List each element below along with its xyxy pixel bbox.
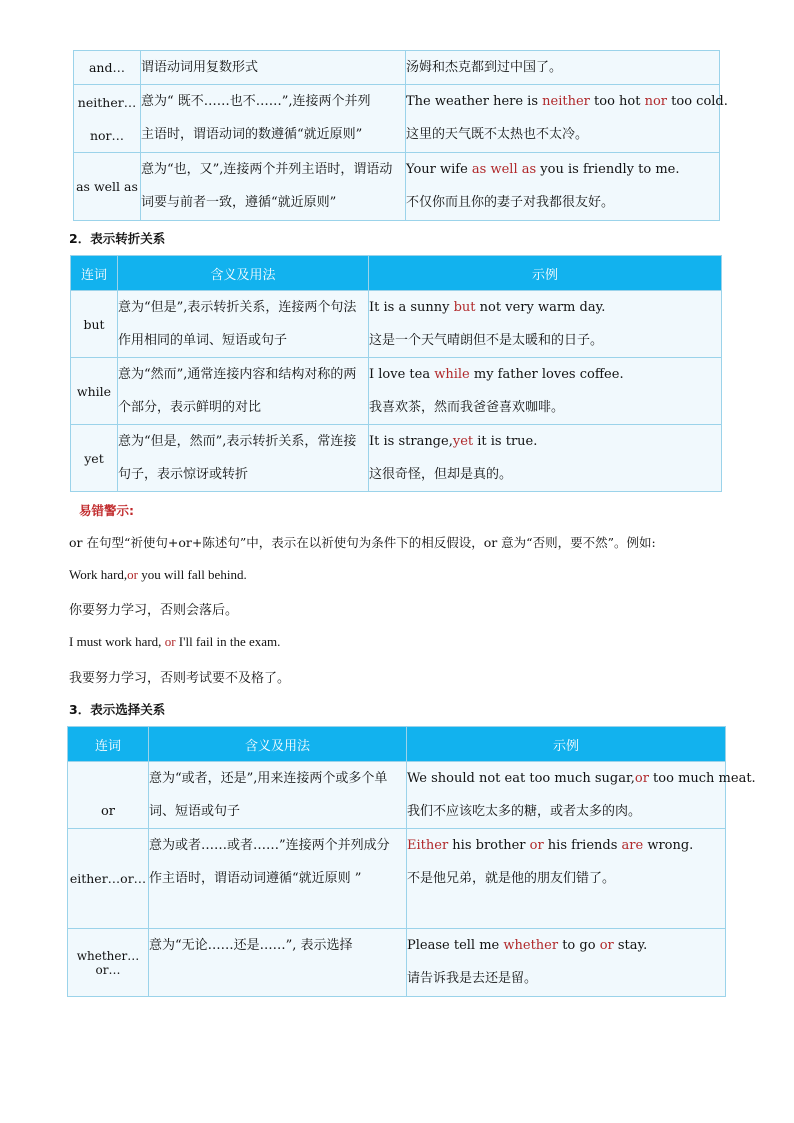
text-fragment: wrong. xyxy=(643,838,694,853)
usage-cell xyxy=(141,153,406,221)
warning-line xyxy=(69,667,290,686)
highlighted-word: yet xyxy=(452,434,474,449)
example-cell xyxy=(407,929,726,997)
conj-line: neither… xyxy=(77,94,137,110)
header-usage: 含义及用法 xyxy=(149,727,407,762)
highlighted-word: but xyxy=(453,300,476,315)
text-fragment: too cold. xyxy=(667,94,728,109)
conj-cell: yet xyxy=(71,425,118,492)
usage-cell xyxy=(118,358,369,425)
text-fragment: 这里的天气既不太热也不太冷。 xyxy=(406,127,589,142)
text-fragment: too much meat. xyxy=(648,771,756,786)
example-line xyxy=(369,458,721,491)
example-line xyxy=(369,425,721,458)
text-fragment: 请告诉我是去还是留。 xyxy=(407,971,538,986)
example-line xyxy=(407,829,725,862)
text-fragment: The weather here is xyxy=(406,94,543,109)
conjunction-table-contrast xyxy=(70,255,722,492)
text-fragment: his brother xyxy=(448,838,530,853)
example-cell xyxy=(406,153,720,221)
highlighted-word: or xyxy=(529,838,544,853)
conjunction-table-coordination xyxy=(73,50,728,221)
section-title-choice: 3．表示选择关系 xyxy=(69,702,166,717)
example-line xyxy=(407,929,725,962)
example-line xyxy=(369,324,721,357)
example-cell xyxy=(369,425,722,492)
text-fragment: 这很奇怪，但却是真的。 xyxy=(369,467,513,482)
text-fragment: his friends xyxy=(543,838,622,853)
conj-cell: whether…or… xyxy=(68,929,149,997)
usage-cell xyxy=(118,291,369,358)
example-line xyxy=(406,153,719,186)
header-example: 示例 xyxy=(407,727,726,762)
text-fragment: Please tell me xyxy=(407,938,504,953)
usage-cell xyxy=(118,425,369,492)
table-row xyxy=(71,425,722,492)
usage-cell xyxy=(149,762,407,829)
table-row xyxy=(68,762,726,829)
usage-line: 作主语时，谓语动词遵循“就近原则 ” xyxy=(149,871,362,886)
usage-line: 意为或者……或者……”连接两个并列成分 xyxy=(149,838,390,853)
text-fragment: or 在句型“祈使句+or+陈述句”中，表示在以祈使句为条件下的相反假设，or 意为“否则，要不然”。例如: xyxy=(69,535,656,550)
highlighted-word: or xyxy=(634,771,649,786)
highlighted-word: are xyxy=(621,838,644,853)
table-row xyxy=(71,291,722,358)
section-title-contrast: 2．表示转折关系 xyxy=(69,231,166,246)
table-header-row xyxy=(71,256,722,291)
example-cell xyxy=(407,762,756,829)
text-fragment: It is a sunny xyxy=(369,300,454,315)
highlighted-word: as well as xyxy=(471,162,537,177)
text-fragment: I love tea xyxy=(369,367,435,382)
text-fragment: you is friendly to me. xyxy=(536,162,680,177)
text-fragment: not very warm day. xyxy=(475,300,606,315)
header-example: 示例 xyxy=(369,256,722,291)
usage-line: 主语时，谓语动词的数遵循“就近原则” xyxy=(141,127,363,142)
conj-cell: but xyxy=(71,291,118,358)
text-fragment: 不仅你而且你的妻子对我都很友好。 xyxy=(406,195,615,210)
text-fragment: to go xyxy=(558,938,600,953)
text-fragment: 我喜欢茶，然而我爸爸喜欢咖啡。 xyxy=(369,400,565,415)
example-line xyxy=(406,186,719,219)
highlighted-word: while xyxy=(434,367,470,382)
text-fragment: 这是一个天气晴朗但不是太暖和的日子。 xyxy=(369,333,604,348)
highlighted-word: neither xyxy=(542,94,590,109)
example-cell xyxy=(406,85,728,153)
example-cell xyxy=(407,829,726,929)
usage-line: 意为“然而”,通常连接内容和结构对称的两 xyxy=(118,367,357,382)
text-fragment: It is strange, xyxy=(369,434,453,449)
text-fragment: I must work hard, xyxy=(69,634,165,649)
highlighted-word: Either xyxy=(407,838,449,853)
usage-line: 个部分，表示鲜明的对比 xyxy=(118,400,262,415)
example-cell xyxy=(406,51,720,85)
table-header-row xyxy=(68,727,726,762)
example-line xyxy=(369,391,721,424)
usage-line: 词要与前者一致，遵循“就近原则” xyxy=(141,195,337,210)
usage-line: 意为“ 既不……也不……”,连接两个并列 xyxy=(141,94,371,109)
table-row xyxy=(74,51,720,85)
warning-line xyxy=(69,634,280,650)
example-line xyxy=(406,85,728,118)
header-conj: 连词 xyxy=(71,256,118,291)
table-row xyxy=(74,85,720,153)
text-fragment: too hot xyxy=(589,94,645,109)
text-fragment: Work hard, xyxy=(69,567,128,582)
usage-line: 意为“但是，然而”,表示转折关系，常连接 xyxy=(118,434,357,449)
usage-line: 句子，表示惊讶或转折 xyxy=(118,467,249,482)
text-fragment: I'll fail in the exam. xyxy=(175,634,281,649)
highlighted-word: or xyxy=(127,567,139,582)
table-row xyxy=(71,358,722,425)
example-cell xyxy=(369,291,722,358)
usage-line: 意为“但是”,表示转折关系，连接两个句法 xyxy=(118,300,357,315)
conj-cell xyxy=(68,762,149,829)
text-fragment: We should not eat too much sugar, xyxy=(407,771,635,786)
warning-line xyxy=(69,599,238,618)
conj-label: or xyxy=(100,804,116,819)
header-conj: 连词 xyxy=(68,727,149,762)
warning-line xyxy=(69,567,247,583)
conj-cell: and… xyxy=(74,51,141,85)
text-fragment: it is true. xyxy=(473,434,538,449)
text-fragment: stay. xyxy=(613,938,648,953)
text-fragment: my father loves coffee. xyxy=(469,367,624,382)
text-fragment: 我要努力学习，否则考试要不及格了。 xyxy=(69,671,291,686)
conj-cell: either…or… xyxy=(68,829,149,929)
highlighted-word: whether xyxy=(503,938,559,953)
usage-cell xyxy=(141,51,406,85)
highlighted-word: or xyxy=(599,938,614,953)
example-line xyxy=(407,795,725,828)
text-fragment: 你要努力学习，否则会落后。 xyxy=(69,603,239,618)
conj-cell: while xyxy=(71,358,118,425)
usage-line: 意为“也，又”,连接两个并列主语时，谓语动 xyxy=(141,162,393,177)
warning-line xyxy=(69,533,656,551)
usage-line: 谓语动词用复数形式 xyxy=(141,60,259,75)
conj-line: nor… xyxy=(89,127,125,143)
table-row xyxy=(68,929,726,997)
example-line xyxy=(369,358,721,391)
text-fragment: 汤姆和杰克都到过中国了。 xyxy=(406,60,563,75)
usage-line: 意为“或者，还是”,用来连接两个或多个单 xyxy=(149,771,388,786)
example-line xyxy=(407,762,756,795)
text-fragment: 不是他兄弟，就是他的朋友们错了。 xyxy=(407,871,616,886)
warning-title: 易错警示: xyxy=(79,503,134,518)
usage-cell xyxy=(141,85,406,153)
usage-line: 词、短语或句子 xyxy=(149,804,241,819)
example-line xyxy=(407,862,725,895)
text-fragment: 我们不应该吃太多的糖，或者太多的肉。 xyxy=(407,804,642,819)
example-line xyxy=(407,962,725,995)
header-usage: 含义及用法 xyxy=(118,256,369,291)
example-line xyxy=(406,51,719,84)
usage-line: 作用相同的单词、短语或句子 xyxy=(118,333,288,348)
highlighted-word: or xyxy=(164,634,176,649)
conj-cell xyxy=(74,85,141,153)
usage-cell xyxy=(149,829,407,929)
example-cell xyxy=(369,358,722,425)
highlighted-word: nor xyxy=(644,94,668,109)
text-fragment: Your wife xyxy=(406,162,472,177)
table-row xyxy=(74,153,720,221)
example-line xyxy=(369,291,721,324)
example-line xyxy=(406,118,719,151)
text-fragment: you will fall behind. xyxy=(138,567,247,582)
conj-cell: as well as xyxy=(74,153,141,221)
conjunction-table-choice xyxy=(67,726,756,997)
usage-cell xyxy=(149,929,407,997)
usage-line: 意为“无论……还是……”, 表示选择 xyxy=(149,938,353,953)
table-row xyxy=(68,829,726,929)
